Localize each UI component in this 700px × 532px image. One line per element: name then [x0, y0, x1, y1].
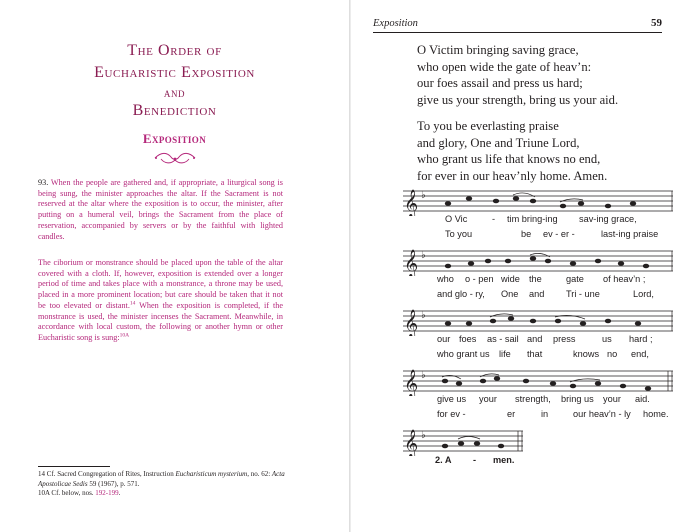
footnote-text: 59 (1967), p. 571.	[87, 479, 140, 488]
verse-line: who grant us life that knows no end,	[417, 152, 601, 166]
lyric-syllable: for ev -	[437, 409, 466, 419]
lyric-syllable: be	[521, 229, 532, 239]
title-line-1: The Order of	[127, 42, 222, 59]
title-line-4: Benediction	[132, 102, 217, 119]
lyric-row-5	[403, 455, 673, 469]
svg-text:𝄞: 𝄞	[404, 309, 419, 336]
verse-line: who open wide the gate of heav’n:	[417, 59, 592, 74]
lyric-syllable: -	[473, 455, 477, 465]
title-line-2: Eucharistic Exposition	[94, 64, 255, 81]
footnote-divider	[38, 466, 110, 467]
verse-line: for ever in our heav’nly home. Amen.	[417, 168, 608, 183]
flourish-ornament-icon	[151, 150, 199, 166]
cross-reference-link[interactable]: 192-199	[95, 489, 119, 497]
verse-line: our foes assail and press us hard;	[417, 76, 583, 90]
lyric-syllable: strength,	[515, 394, 551, 404]
lyric-syllable: 2. A	[435, 455, 452, 465]
lyric-syllable: hard ;	[629, 334, 653, 344]
lyric-syllable: our	[437, 334, 451, 344]
lyric-syllable: that	[527, 349, 543, 359]
lyric-syllable: give us	[437, 394, 467, 404]
lyric-row-3a	[403, 334, 673, 348]
lyric-syllable: aid.	[635, 394, 650, 404]
svg-text:𝄞: 𝄞	[404, 189, 419, 216]
footnote-text: 10A Cf. below, nos.	[38, 489, 96, 497]
footnote-text: 14 Cf. Sacred Congregation of Rites, Instruction	[38, 470, 176, 478]
lyric-syllable: your	[603, 394, 621, 404]
footnote-italic: Eucharisticum mysterium	[175, 470, 248, 478]
lyric-syllable: men.	[493, 455, 515, 465]
music-staff-1	[403, 186, 673, 216]
footnote-marker: 14	[129, 300, 136, 307]
lyric-syllable: bring us	[561, 394, 594, 404]
lyric-syllable: the	[529, 274, 542, 284]
lyric-syllable: press	[553, 334, 576, 344]
lyric-syllable: your	[479, 394, 497, 404]
music-staff-3	[403, 306, 673, 336]
lyric-syllable: and	[529, 289, 545, 299]
footnote-italic: Acta Apostolicae Sedis	[38, 470, 285, 488]
lyric-syllable: ev - er -	[543, 229, 575, 239]
lyric-syllable: in	[541, 409, 549, 419]
lyric-syllable: of heav’n ;	[603, 274, 646, 284]
lyric-syllable: Lord,	[633, 289, 654, 299]
music-staff-2	[403, 246, 673, 276]
lyric-syllable: To you	[445, 229, 473, 239]
lyric-row-4b	[403, 409, 673, 423]
svg-text:𝄞: 𝄞	[404, 249, 419, 276]
hymn-stanza-2	[417, 118, 677, 184]
left-page	[0, 0, 349, 532]
lyric-syllable: last-ing praise	[601, 229, 659, 239]
lyric-syllable: gate	[566, 274, 584, 284]
lyric-syllable: er	[507, 409, 516, 419]
verse-line: give us your strength, bring us your aid.	[417, 92, 619, 107]
lyric-syllable: One	[501, 289, 519, 299]
music-staff-5	[403, 426, 673, 456]
rubric-paragraph-2	[38, 258, 283, 344]
lyric-syllable: who grant us	[437, 349, 490, 359]
svg-text:♭: ♭	[421, 430, 426, 441]
lyric-syllable: home.	[643, 409, 669, 419]
music-staff-4	[403, 366, 673, 396]
svg-text:♭: ♭	[421, 310, 426, 321]
page-number: 59	[651, 17, 662, 29]
lyric-syllable: and	[527, 334, 543, 344]
svg-text:𝄞: 𝄞	[404, 369, 419, 396]
svg-text:♭: ♭	[421, 190, 426, 201]
lyric-syllable: wide	[501, 274, 520, 284]
paragraph-text-cont: When the exposition is completed, if the monstrance is used, the minister incenses the Sacrament. Meanwhile, in accordance with local custom, the following or another hymn or other Eucharistic song is sung:	[38, 300, 283, 342]
lyric-syllable: end,	[631, 349, 649, 359]
lyric-syllable: foes	[459, 334, 477, 344]
lyric-syllable: o - pen	[465, 274, 494, 284]
lyric-row-2b	[403, 289, 673, 303]
footnote-marker: 10A	[119, 332, 130, 339]
lyric-syllable: Tri - une	[566, 289, 600, 299]
header-rule	[373, 32, 662, 33]
lyric-syllable: tim bring-ing	[507, 214, 558, 224]
verse-line: and glory, One and Triune Lord,	[417, 135, 580, 150]
lyric-row-1a	[403, 214, 673, 228]
footnote-10a	[38, 489, 318, 499]
lyric-syllable: O Vic	[445, 214, 468, 224]
lyric-syllable: our heav’n - ly	[573, 409, 631, 419]
lyric-syllable: -	[492, 214, 496, 224]
lyric-syllable: who	[437, 274, 454, 284]
lyric-row-1b	[403, 229, 673, 243]
footnote-14	[38, 470, 318, 489]
rubric-paragraph-93	[38, 178, 283, 242]
lyric-syllable: knows	[573, 349, 600, 359]
svg-text:𝄞: 𝄞	[404, 429, 419, 456]
title-line-3: and	[163, 85, 186, 100]
lyric-syllable: sav-ing grace,	[579, 214, 637, 224]
svg-text:♭: ♭	[421, 370, 426, 381]
footnote-text: .	[118, 489, 121, 497]
lyric-syllable: no	[607, 349, 618, 359]
lyric-row-2a	[403, 274, 673, 288]
hymn-stanza-1	[417, 42, 677, 108]
lyric-syllable: life	[499, 349, 511, 359]
paragraph-number: 93.	[38, 178, 49, 187]
svg-text:♭: ♭	[421, 250, 426, 261]
lyric-row-3b	[403, 349, 673, 363]
lyric-syllable: us	[602, 334, 612, 344]
right-page	[351, 0, 700, 532]
section-heading: Exposition	[142, 131, 207, 146]
verse-line: O Victim bringing saving grace,	[417, 43, 579, 57]
lyric-syllable: and glo - ry,	[437, 289, 485, 299]
verse-line: To you be everlasting praise	[417, 119, 559, 133]
paragraph-text: When the people are gathered and, if appropriate, a liturgical song is being sung, the minister approaches the altar. If the Sacrament is not reserved at the altar where the exposition is to occur, the minister, after putting on a humeral veil, brings the Sacrament from the place of reservation, accompanied by servers or by the faithful with lighted candles.	[38, 178, 283, 241]
lyric-row-4a	[403, 394, 673, 408]
footnote-text: , no. 62:	[247, 470, 272, 478]
paragraph-text: The ciborium or monstrance should be placed upon the table of the altar covered with a cloth. If, however, exposition is extended over a longer period of time and takes place with a monstrance, a throne may be used, placed in a more prominent location; but care should be taken that it not be too elevated or distant.	[38, 258, 283, 310]
running-head: Exposition	[373, 18, 418, 29]
lyric-syllable: as - sail	[487, 334, 519, 344]
